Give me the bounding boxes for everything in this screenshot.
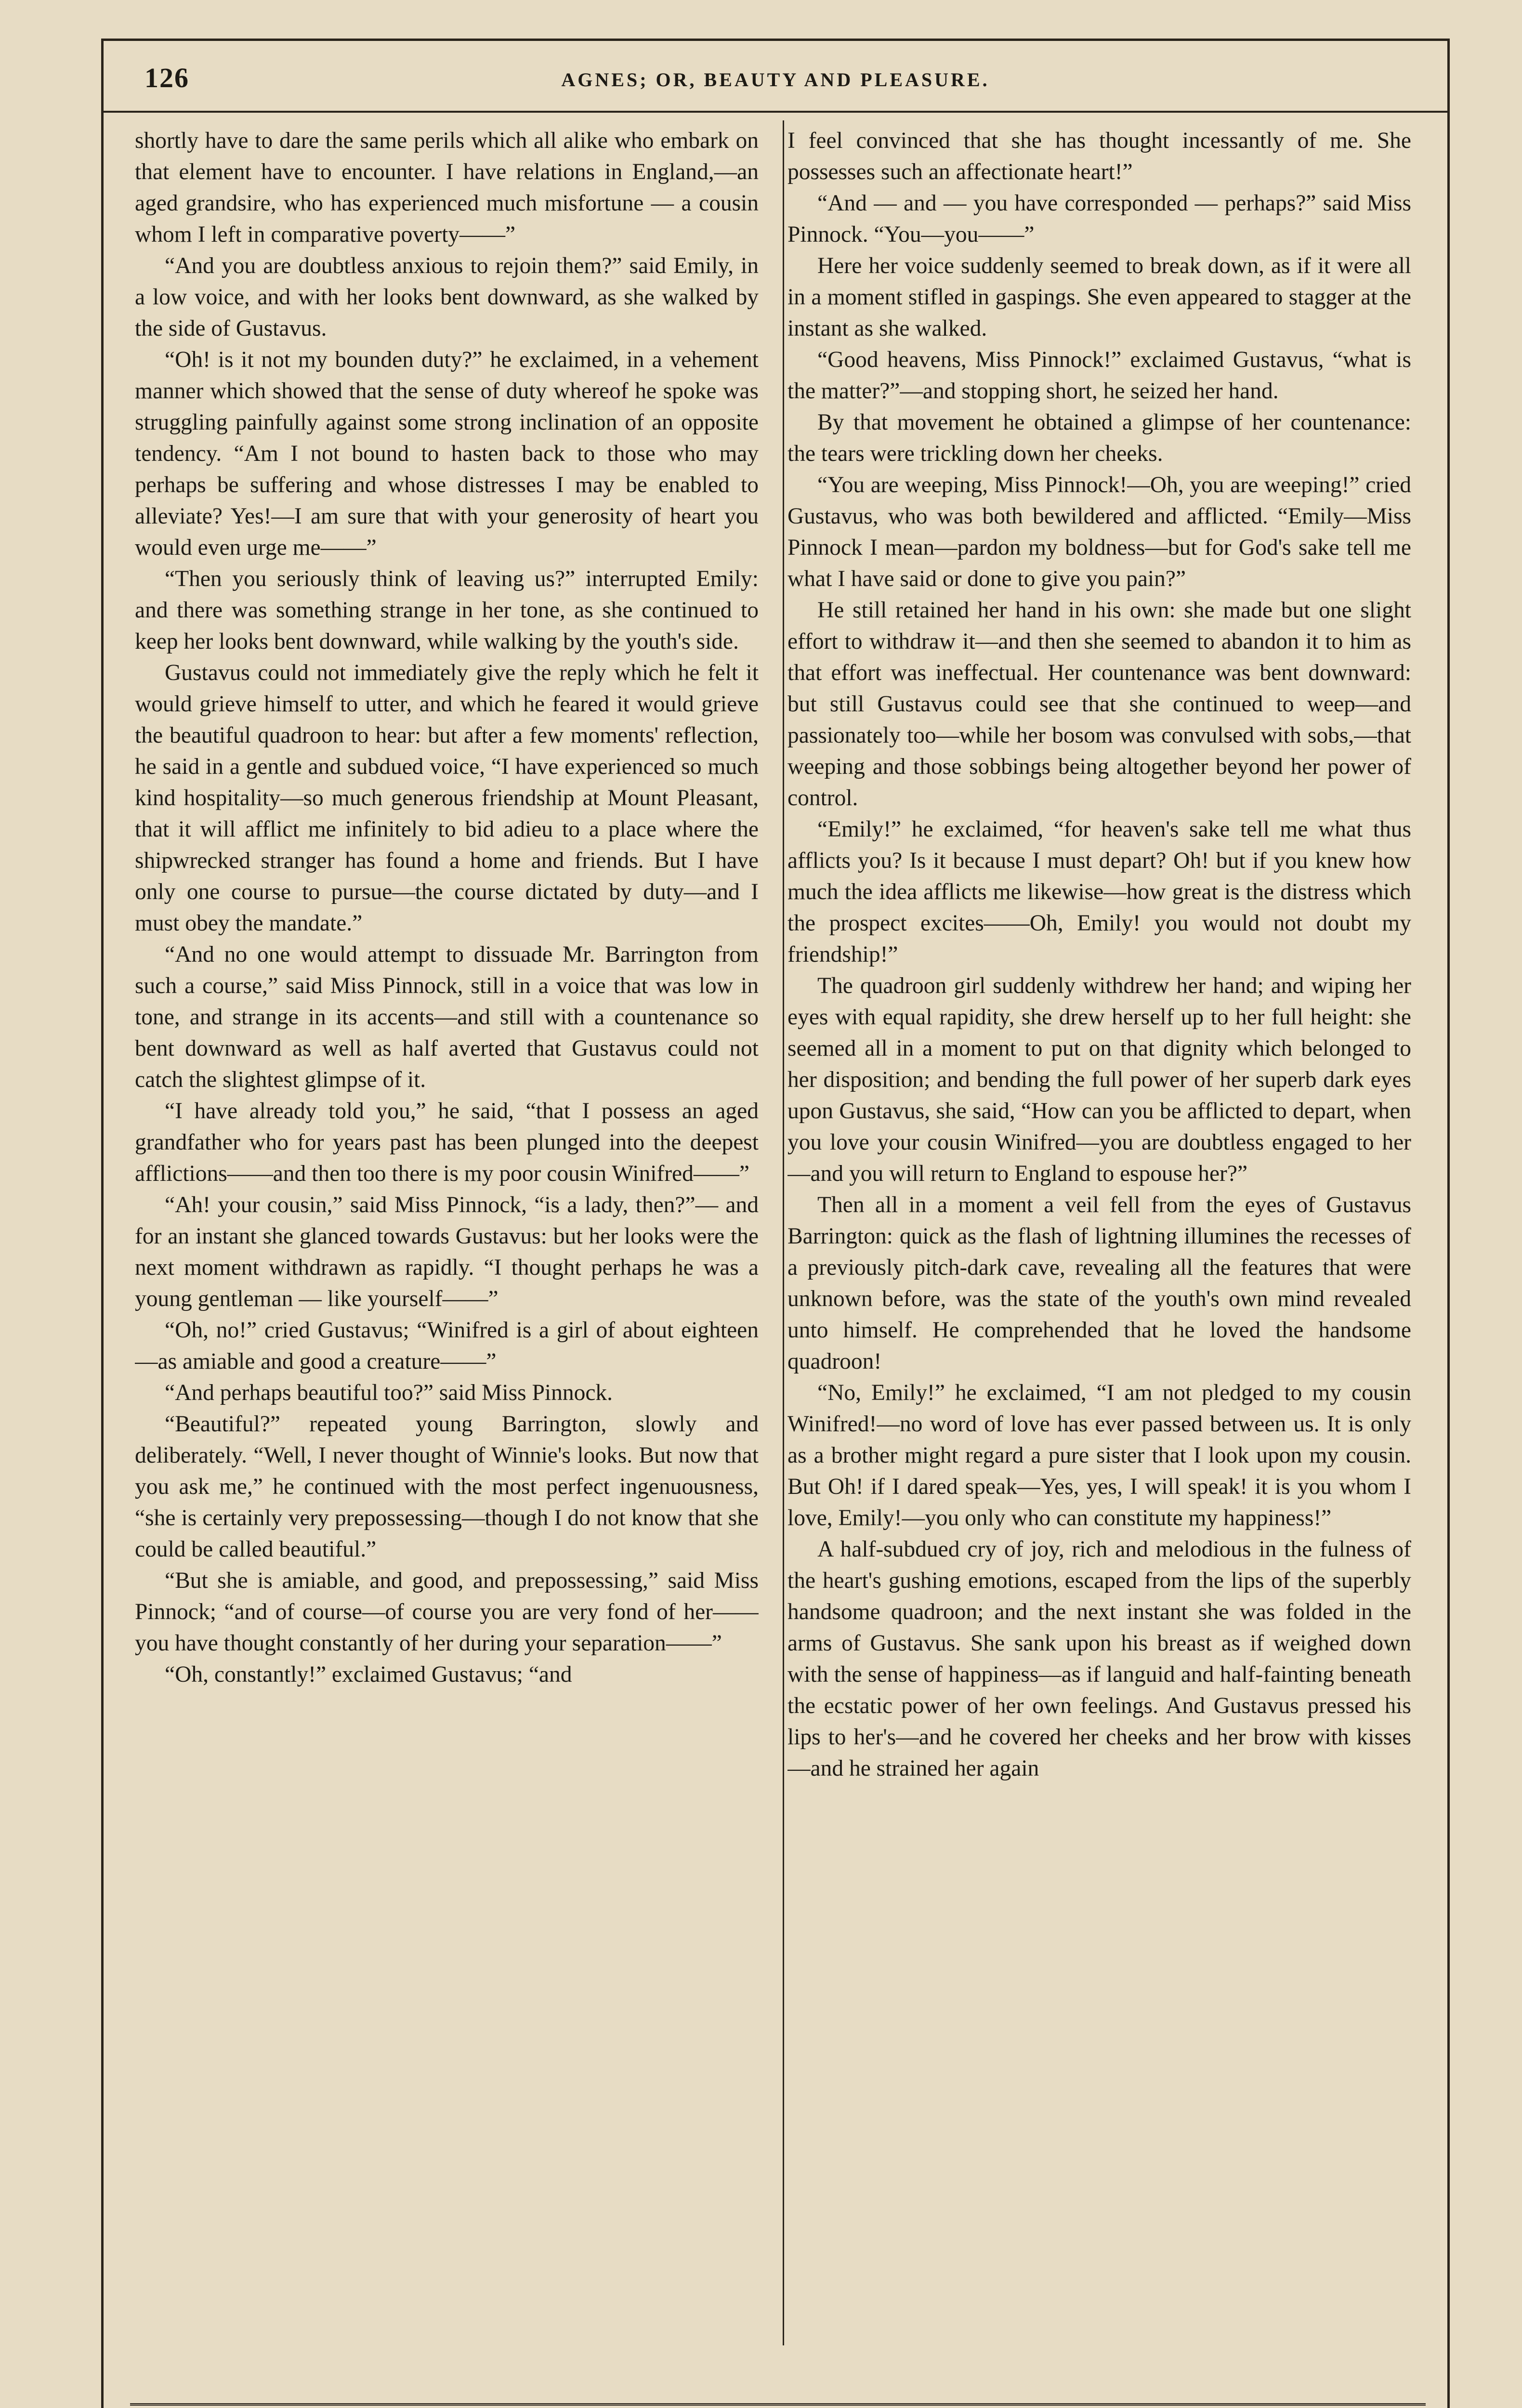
footer-rule	[130, 2403, 1426, 2406]
left-column	[135, 125, 759, 2307]
paragraph: By that movement he obtained a glimpse of her countenance: the tears were trickling down her cheeks.	[787, 410, 1411, 466]
paragraph: “Good heavens, Miss Pinnock!” exclaimed Gustavus, “what is the matter?”—and stopping short, he seized her hand.	[787, 347, 1411, 404]
paragraph: “And you are doubtless anxious to rejoin them?” said Emily, in a low voice, and with her looks bent downward, as she walked by the side of Gustavus.	[135, 253, 759, 341]
paragraph: “Emily!” he exclaimed, “for heaven's sake tell me what thus afflicts you? Is it because I must depart? Oh! but if you knew how much the idea afflicts me likewise—how great is the distress which the prospect excites——Oh, Emily! you would not doubt my friendship!”	[787, 817, 1411, 967]
paragraph: “You are weeping, Miss Pinnock!—Oh, you are weeping!” cried Gustavus, who was both bewildered and afflicted. “Emily—Miss Pinnock I mean—pardon my boldness—but for God's sake tell me what I have said or done to give you pain?”	[787, 472, 1411, 591]
running-head: AGNES; OR, BEAUTY AND PLEASURE.	[561, 69, 990, 91]
paragraph: Here her voice suddenly seemed to break down, as if it were all in a moment stifled in gaspings. She even appeared to stagger at the instant as she walked.	[787, 253, 1411, 341]
paragraph: Gustavus could not immediately give the reply which he felt it would grieve himself to utter, and which he feared it would grieve the beautiful quadroon to hear: but after a few moments' reflection, he said in a gentle and subdued voice, “I have experienced so much kind hospitality—so much generous friendship at Mount Pleasant, that it will afflict me infinitely to bid adieu to a place where the shipwrecked stranger has found a home and friends. But I have only one course to pursue—the course dictated by duty—and I must obey the mandate.”	[135, 660, 759, 936]
paragraph: A half-subdued cry of joy, rich and melodious in the fulness of the heart's gushing emotions, escaped from the lips of the superbly handsome quadroon; and the next instant she was folded in the arms of Gustavus. She sank upon his breast as if weighed down with the sense of happiness—as if languid and half-fainting beneath the ecstatic power of her own feelings. And Gustavus pressed his lips to her's—and he covered her cheeks and her brow with kisses—and he strained her again	[787, 1537, 1411, 1781]
paragraph: Then all in a moment a veil fell from the eyes of Gustavus Barrington: quick as the flash of lightning illumines the recesses of a previously pitch-dark cave, revealing all the features that were unknown before, was the state of the youth's own mind revealed unto himself. He comprehended that he loved the handsome quadroon!	[787, 1192, 1411, 1374]
text-columns	[135, 125, 1426, 2307]
right-column	[787, 125, 1411, 2307]
paragraph: “Oh, constantly!” exclaimed Gustavus; “and	[165, 1662, 572, 1687]
paragraph: “And no one would attempt to dissuade Mr. Barrington from such a course,” said Miss Pinnock, still in a voice that was low in tone, and strange in its accents—and still with a countenance so bent downward as well as half averted that Gustavus could not catch the slightest glimpse of it.	[135, 942, 759, 1092]
paragraph: He still retained her hand in his own: she made but one slight effort to withdraw it—and then she seemed to abandon it to him as that effort was ineffectual. Her countenance was bent downward: but still Gustavus could see that she continued to weep—and passionately too—while her bosom was convulsed with sobs,—that weeping and those sobbings being altogether beyond her power of control.	[787, 598, 1411, 811]
paragraph: shortly have to dare the same perils which all alike who embark on that element have to encounter. I have relations in England,—an aged grandsire, who has experienced much misfortune — a cousin whom I left in comparative poverty——”	[135, 128, 759, 247]
paragraph: “Oh, no!” cried Gustavus; “Winifred is a girl of about eighteen—as amiable and good a creature——”	[135, 1318, 759, 1374]
paragraph: “Then you seriously think of leaving us?” interrupted Emily: and there was something strange in her tone, as she continued to keep her looks bent downward, while walking by the youth's side.	[135, 566, 759, 654]
paragraph: The quadroon girl suddenly withdrew her hand; and wiping her eyes with equal rapidity, she drew herself up to her full height: she seemed all in a moment to put on that dignity which belonged to her disposition; and bending the full power of her superb dark eyes upon Gustavus, she said, “How can you be afflicted to depart, when you love your cousin Winifred—you are doubtless engaged to her—and you will return to England to espouse her?”	[787, 973, 1411, 1186]
paragraph: “Beautiful?” repeated young Barrington, slowly and deliberately. “Well, I never thought of Winnie's looks. But now that you ask me,” he continued with the most perfect ingenuousness, “she is certainly very prepossessing—though I do not know that she could be called beautiful.”	[135, 1412, 759, 1562]
paragraph: “But she is amiable, and good, and prepossessing,” said Miss Pinnock; “and of course—of course you are very fond of her——you have thought constantly of her during your separation——”	[135, 1568, 759, 1656]
paragraph: “And — and — you have corresponded — perhaps?” said Miss Pinnock. “You—you——”	[787, 191, 1411, 247]
page-header	[101, 39, 1450, 113]
paragraph: “No, Emily!” he exclaimed, “I am not pledged to my cousin Winifred!—no word of love has ever passed between us. It is only as a brother might regard a pure sister that I look upon my cousin. But Oh! if I dared speak—Yes, yes, I will speak! it is you whom I love, Emily!—you only who can constitute my happiness!”	[787, 1380, 1411, 1531]
paragraph: I feel convinced that she has thought incessantly of me. She possesses such an affectionate heart!”	[787, 128, 1411, 184]
page-number: 126	[144, 62, 189, 93]
paragraph: “Ah! your cousin,” said Miss Pinnock, “is a lady, then?”— and for an instant she glanced towards Gustavus: but her looks were the next moment withdrawn as rapidly. “I thought perhaps he was a young gentleman — like yourself——”	[135, 1192, 759, 1311]
paragraph: “I have already told you,” he said, “that I possess an aged grandfather who for years past has been plunged into the deepest afflictions——and then too there is my poor cousin Winifred——”	[135, 1099, 759, 1186]
paragraph: “Oh! is it not my bounden duty?” he exclaimed, in a vehement manner which showed that the sense of duty whereof he spoke was struggling painfully against some strong inclination of an opposite tendency. “Am I not bound to hasten back to those who may perhaps be suffering and whose distresses I may be enabled to alleviate? Yes!—I am sure that with your generosity of heart you would even urge me——”	[135, 347, 759, 560]
paragraph: “And perhaps beautiful too?” said Miss Pinnock.	[165, 1380, 613, 1405]
